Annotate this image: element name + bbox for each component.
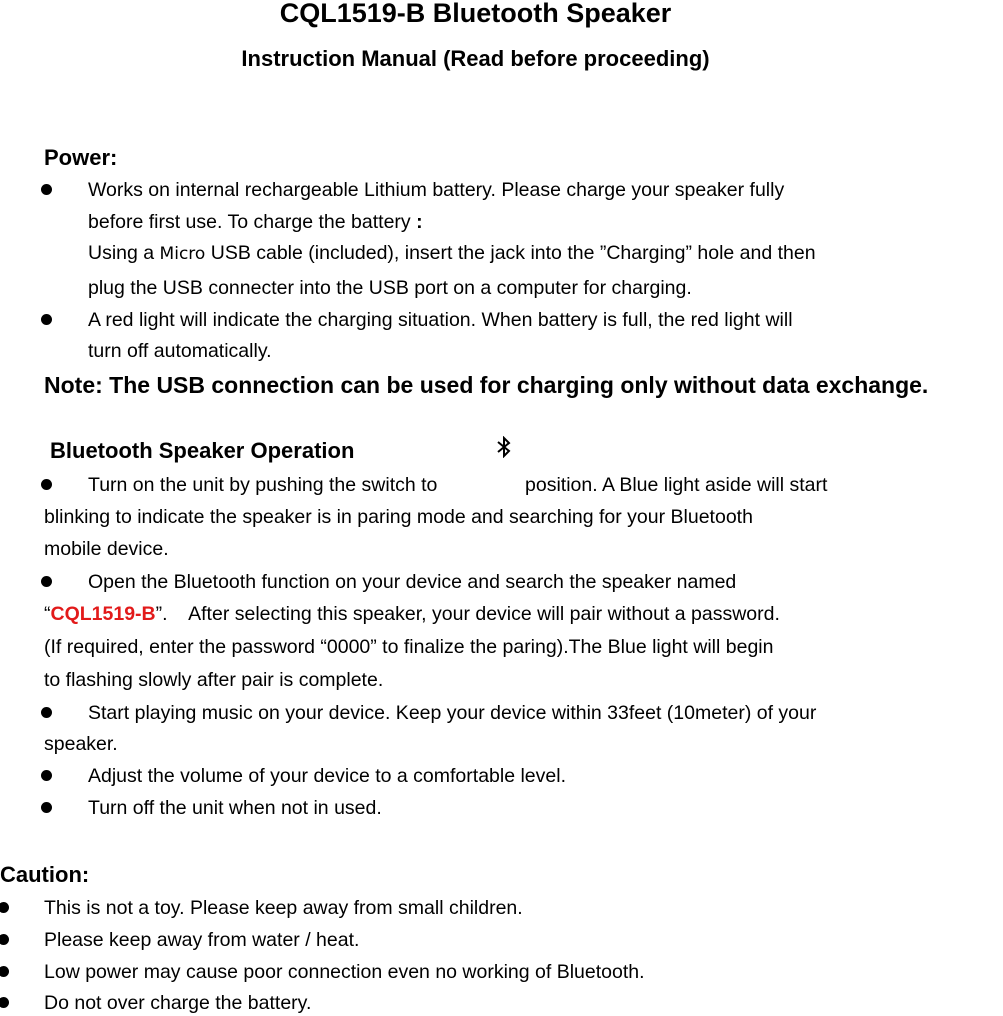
bt-bullet-1-line-3: mobile device. [44, 538, 169, 560]
bt-bullet-5: Turn off the unit when not in used. [88, 797, 382, 819]
bt-bullet-1-line-1b: position. A Blue light aside will start [525, 474, 828, 496]
power-heading: Power: [44, 145, 118, 170]
bullet-icon [41, 707, 52, 718]
text-segment: USB cable (included), insert the jack into the ”Charging” hole and then [205, 242, 816, 264]
bullet-icon [0, 902, 9, 913]
caution-item: Please keep away from water / heat. [44, 929, 360, 951]
bullet-icon [41, 314, 52, 325]
bullet-icon [41, 770, 52, 781]
bullet-icon [0, 966, 9, 977]
power-bullet-2-line-1: A red light will indicate the charging situation. When battery is full, the red light will [88, 309, 793, 331]
caution-item: Do not over charge the battery. [44, 992, 312, 1014]
colon-mark: : [416, 211, 423, 233]
bt-bullet-3-line-2: speaker. [44, 733, 118, 755]
bt-bullet-2-line-1: Open the Bluetooth function on your device and search the speaker named [88, 571, 737, 593]
document-title: CQL1519-B Bluetooth Speaker [279, 0, 672, 28]
power-bullet-1-line-3 [88, 244, 816, 264]
text-segment: before first use. To charge the battery [88, 211, 417, 233]
power-bullet-1-line-4: plug the USB connecter into the USB port on a computer for charging. [88, 277, 692, 299]
bt-bullet-2-line-2 [44, 605, 780, 625]
document-subtitle: Instruction Manual (Read before proceeding) [241, 46, 710, 71]
speaker-name: CQL1519-B [50, 603, 156, 625]
text-segment: ”. After selecting this speaker, your device will pair without a password. [155, 603, 780, 625]
bullet-icon [0, 934, 9, 945]
bluetooth-icon [494, 436, 514, 458]
bt-bullet-1-line-2: blinking to indicate the speaker is in paring mode and searching for your Bluetooth [44, 506, 753, 528]
caution-item: This is not a toy. Please keep away from small children. [44, 897, 523, 919]
caution-item: Low power may cause poor connection even no working of Bluetooth. [44, 961, 645, 983]
bt-bullet-2-line-3: (If required, enter the password “0000” to finalize the paring).The Blue light will begin [44, 636, 774, 658]
bullet-icon [0, 997, 9, 1008]
power-bullet-1-line-2 [88, 213, 423, 233]
usb-note: Note: The USB connection can be used for charging only without data exchange. [44, 372, 929, 398]
bullet-icon [41, 576, 52, 587]
bullet-icon [41, 479, 52, 490]
bluetooth-heading: Bluetooth Speaker Operation [50, 438, 355, 463]
text-segment: Using a [88, 242, 160, 264]
bt-bullet-1-line-1a: Turn on the unit by pushing the switch to [88, 474, 438, 496]
power-bullet-1-line-1: Works on internal rechargeable Lithium battery. Please charge your speaker fully [88, 179, 785, 201]
text-segment: “ [44, 603, 51, 625]
bt-bullet-3-line-1: Start playing music on your device. Keep your device within 33feet (10meter) of your [88, 702, 817, 724]
power-bullet-2-line-2: turn off automatically. [88, 340, 272, 362]
bt-bullet-4: Adjust the volume of your device to a comfortable level. [88, 765, 566, 787]
micro-text: Micro [159, 244, 206, 264]
bullet-icon [41, 802, 52, 813]
caution-heading: Caution: [0, 862, 90, 887]
bt-bullet-2-line-4: to flashing slowly after pair is complete. [44, 669, 384, 691]
bullet-icon [41, 184, 52, 195]
